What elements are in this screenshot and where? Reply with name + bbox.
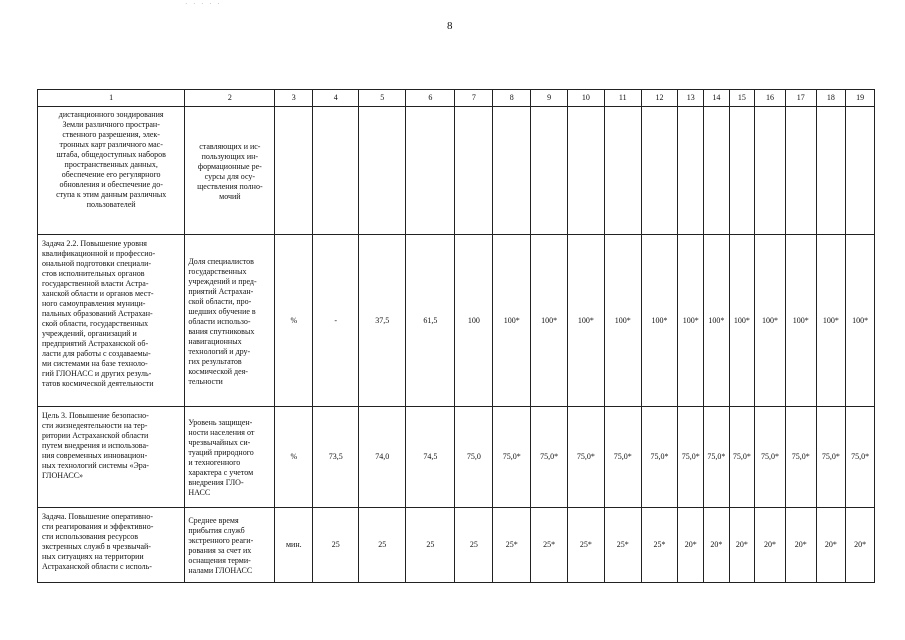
value-cell: 25 [455, 508, 493, 583]
value-cell: 25* [531, 508, 568, 583]
value-cell: 75,0* [729, 407, 755, 508]
column-number: 19 [846, 90, 875, 107]
value-cell: 25 [313, 508, 359, 583]
value-cell: 74,0 [359, 407, 406, 508]
indicators-table [37, 89, 875, 583]
value-cell: 25* [567, 508, 604, 583]
value-cell [604, 107, 641, 235]
value-cell: 75,0* [604, 407, 641, 508]
unit-cell: % [275, 407, 313, 508]
column-number: 8 [493, 90, 531, 107]
value-cell: 25* [604, 508, 641, 583]
value-cell: - [313, 235, 359, 407]
value-cell: 100* [704, 235, 730, 407]
value-cell [406, 107, 455, 235]
goal-cell: дистанционного зондирования Земли различного простран- ственного разрешения, элек- тронных карт различного мас- штаба, общедоступных наборов пространственных данных, обеспечение его регулярного обновления и обеспечение до- ступа к этим данным различных пользователей [38, 107, 185, 235]
value-cell: 75,0* [641, 407, 678, 508]
value-cell: 75,0* [678, 407, 704, 508]
column-number: 3 [275, 90, 313, 107]
value-cell: 20* [755, 508, 786, 583]
value-cell [493, 107, 531, 235]
value-cell: 100* [641, 235, 678, 407]
value-cell: 100* [604, 235, 641, 407]
column-number: 6 [406, 90, 455, 107]
goal-cell: Цель 3. Повышение безопасно- сти жизнедеятельности на тер- ритории Астраханской области путем внедрения и использова- ния современных инновацион- ных технологий системы «Эра- ГЛОНАСС» [38, 407, 185, 508]
value-cell [313, 107, 359, 235]
goal-cell: Задача 2.2. Повышение уровня квалификационной и профессио- ональной подготовки специали- стов исполнительных органов государственной власти Астра- ханской области и органов мест- ного самоуправления муници- пальных образований Астрахан- ской области, государственных учреждений, организаций и предприятий Астраханской об- ласти для работы с создаваемы- ми системами на базе техноло- гий ГЛОНАСС и других резуль- татов космической деятельности [38, 235, 185, 407]
unit-cell: мин. [275, 508, 313, 583]
column-number: 14 [704, 90, 730, 107]
column-number: 13 [678, 90, 704, 107]
value-cell: 100 [455, 235, 493, 407]
column-number: 12 [641, 90, 678, 107]
value-cell: 100* [567, 235, 604, 407]
value-cell: 100* [729, 235, 755, 407]
column-number: 2 [185, 90, 275, 107]
column-number: 4 [313, 90, 359, 107]
value-cell [455, 107, 493, 235]
value-cell: 100* [531, 235, 568, 407]
value-cell: 20* [785, 508, 816, 583]
column-number-row [38, 90, 875, 107]
column-number: 10 [567, 90, 604, 107]
table-row [38, 235, 875, 407]
indicator-cell: Среднее время прибытия служб экстренного реаги- рования за счет их оснащения терми- налами ГЛОНАСС [185, 508, 275, 583]
value-cell: 75,0* [785, 407, 816, 508]
value-cell: 20* [729, 508, 755, 583]
value-cell: 20* [678, 508, 704, 583]
column-number: 17 [785, 90, 816, 107]
value-cell [704, 107, 730, 235]
column-number: 15 [729, 90, 755, 107]
value-cell [785, 107, 816, 235]
unit-cell [275, 107, 313, 235]
value-cell: 100* [493, 235, 531, 407]
value-cell: 25 [406, 508, 455, 583]
column-number: 9 [531, 90, 568, 107]
scan-artifact-dots: · · · · · [185, 0, 222, 8]
goal-cell: Задача. Повышение оперативно- сти реагирования и эффективно- сти использования ресурсов экстренных служб в чрезвычай- ных ситуациях на территории Астраханской области с исполь- [38, 508, 185, 583]
value-cell: 75,0* [531, 407, 568, 508]
value-cell: 100* [755, 235, 786, 407]
value-cell [755, 107, 786, 235]
indicator-cell: Уровень защищен- ности населения от чрезвычайных си- туаций природного и техногенного характера с учетом внедрения ГЛО- НАСС [185, 407, 275, 508]
value-cell [531, 107, 568, 235]
value-cell: 75,0 [455, 407, 493, 508]
value-cell: 75,0* [704, 407, 730, 508]
value-cell: 20* [704, 508, 730, 583]
value-cell: 75,0* [567, 407, 604, 508]
value-cell: 25 [359, 508, 406, 583]
value-cell: 37,5 [359, 235, 406, 407]
column-number: 11 [604, 90, 641, 107]
value-cell [846, 107, 875, 235]
table-row [38, 107, 875, 235]
value-cell: 25* [641, 508, 678, 583]
value-cell [729, 107, 755, 235]
value-cell: 100* [846, 235, 875, 407]
column-number: 7 [455, 90, 493, 107]
value-cell: 25* [493, 508, 531, 583]
value-cell: 61,5 [406, 235, 455, 407]
value-cell: 75,0* [846, 407, 875, 508]
table-row [38, 407, 875, 508]
value-cell: 75,0* [816, 407, 846, 508]
value-cell: 20* [816, 508, 846, 583]
value-cell: 100* [678, 235, 704, 407]
value-cell: 75,0* [493, 407, 531, 508]
value-cell [641, 107, 678, 235]
value-cell: 100* [785, 235, 816, 407]
value-cell [678, 107, 704, 235]
value-cell: 74,5 [406, 407, 455, 508]
value-cell: 20* [846, 508, 875, 583]
value-cell [816, 107, 846, 235]
unit-cell: % [275, 235, 313, 407]
value-cell: 73,5 [313, 407, 359, 508]
value-cell: 100* [816, 235, 846, 407]
page-number: 8 [447, 20, 453, 32]
column-number: 1 [38, 90, 185, 107]
column-number: 18 [816, 90, 846, 107]
indicator-cell: ставляющих и ис- пользующих ин- формационные ре- сурсы для осу- ществления полно- мочий [185, 107, 275, 235]
column-number: 5 [359, 90, 406, 107]
value-cell [567, 107, 604, 235]
value-cell [359, 107, 406, 235]
indicator-cell: Доля специалистов государственных учреждений и пред- приятий Астрахан- ской области, про- шедших обучение в области использо- вания спутниковых навигационных технологий и дру- гих результатов космической дея- тельности [185, 235, 275, 407]
value-cell: 75,0* [755, 407, 786, 508]
table-row [38, 508, 875, 583]
column-number: 16 [755, 90, 786, 107]
